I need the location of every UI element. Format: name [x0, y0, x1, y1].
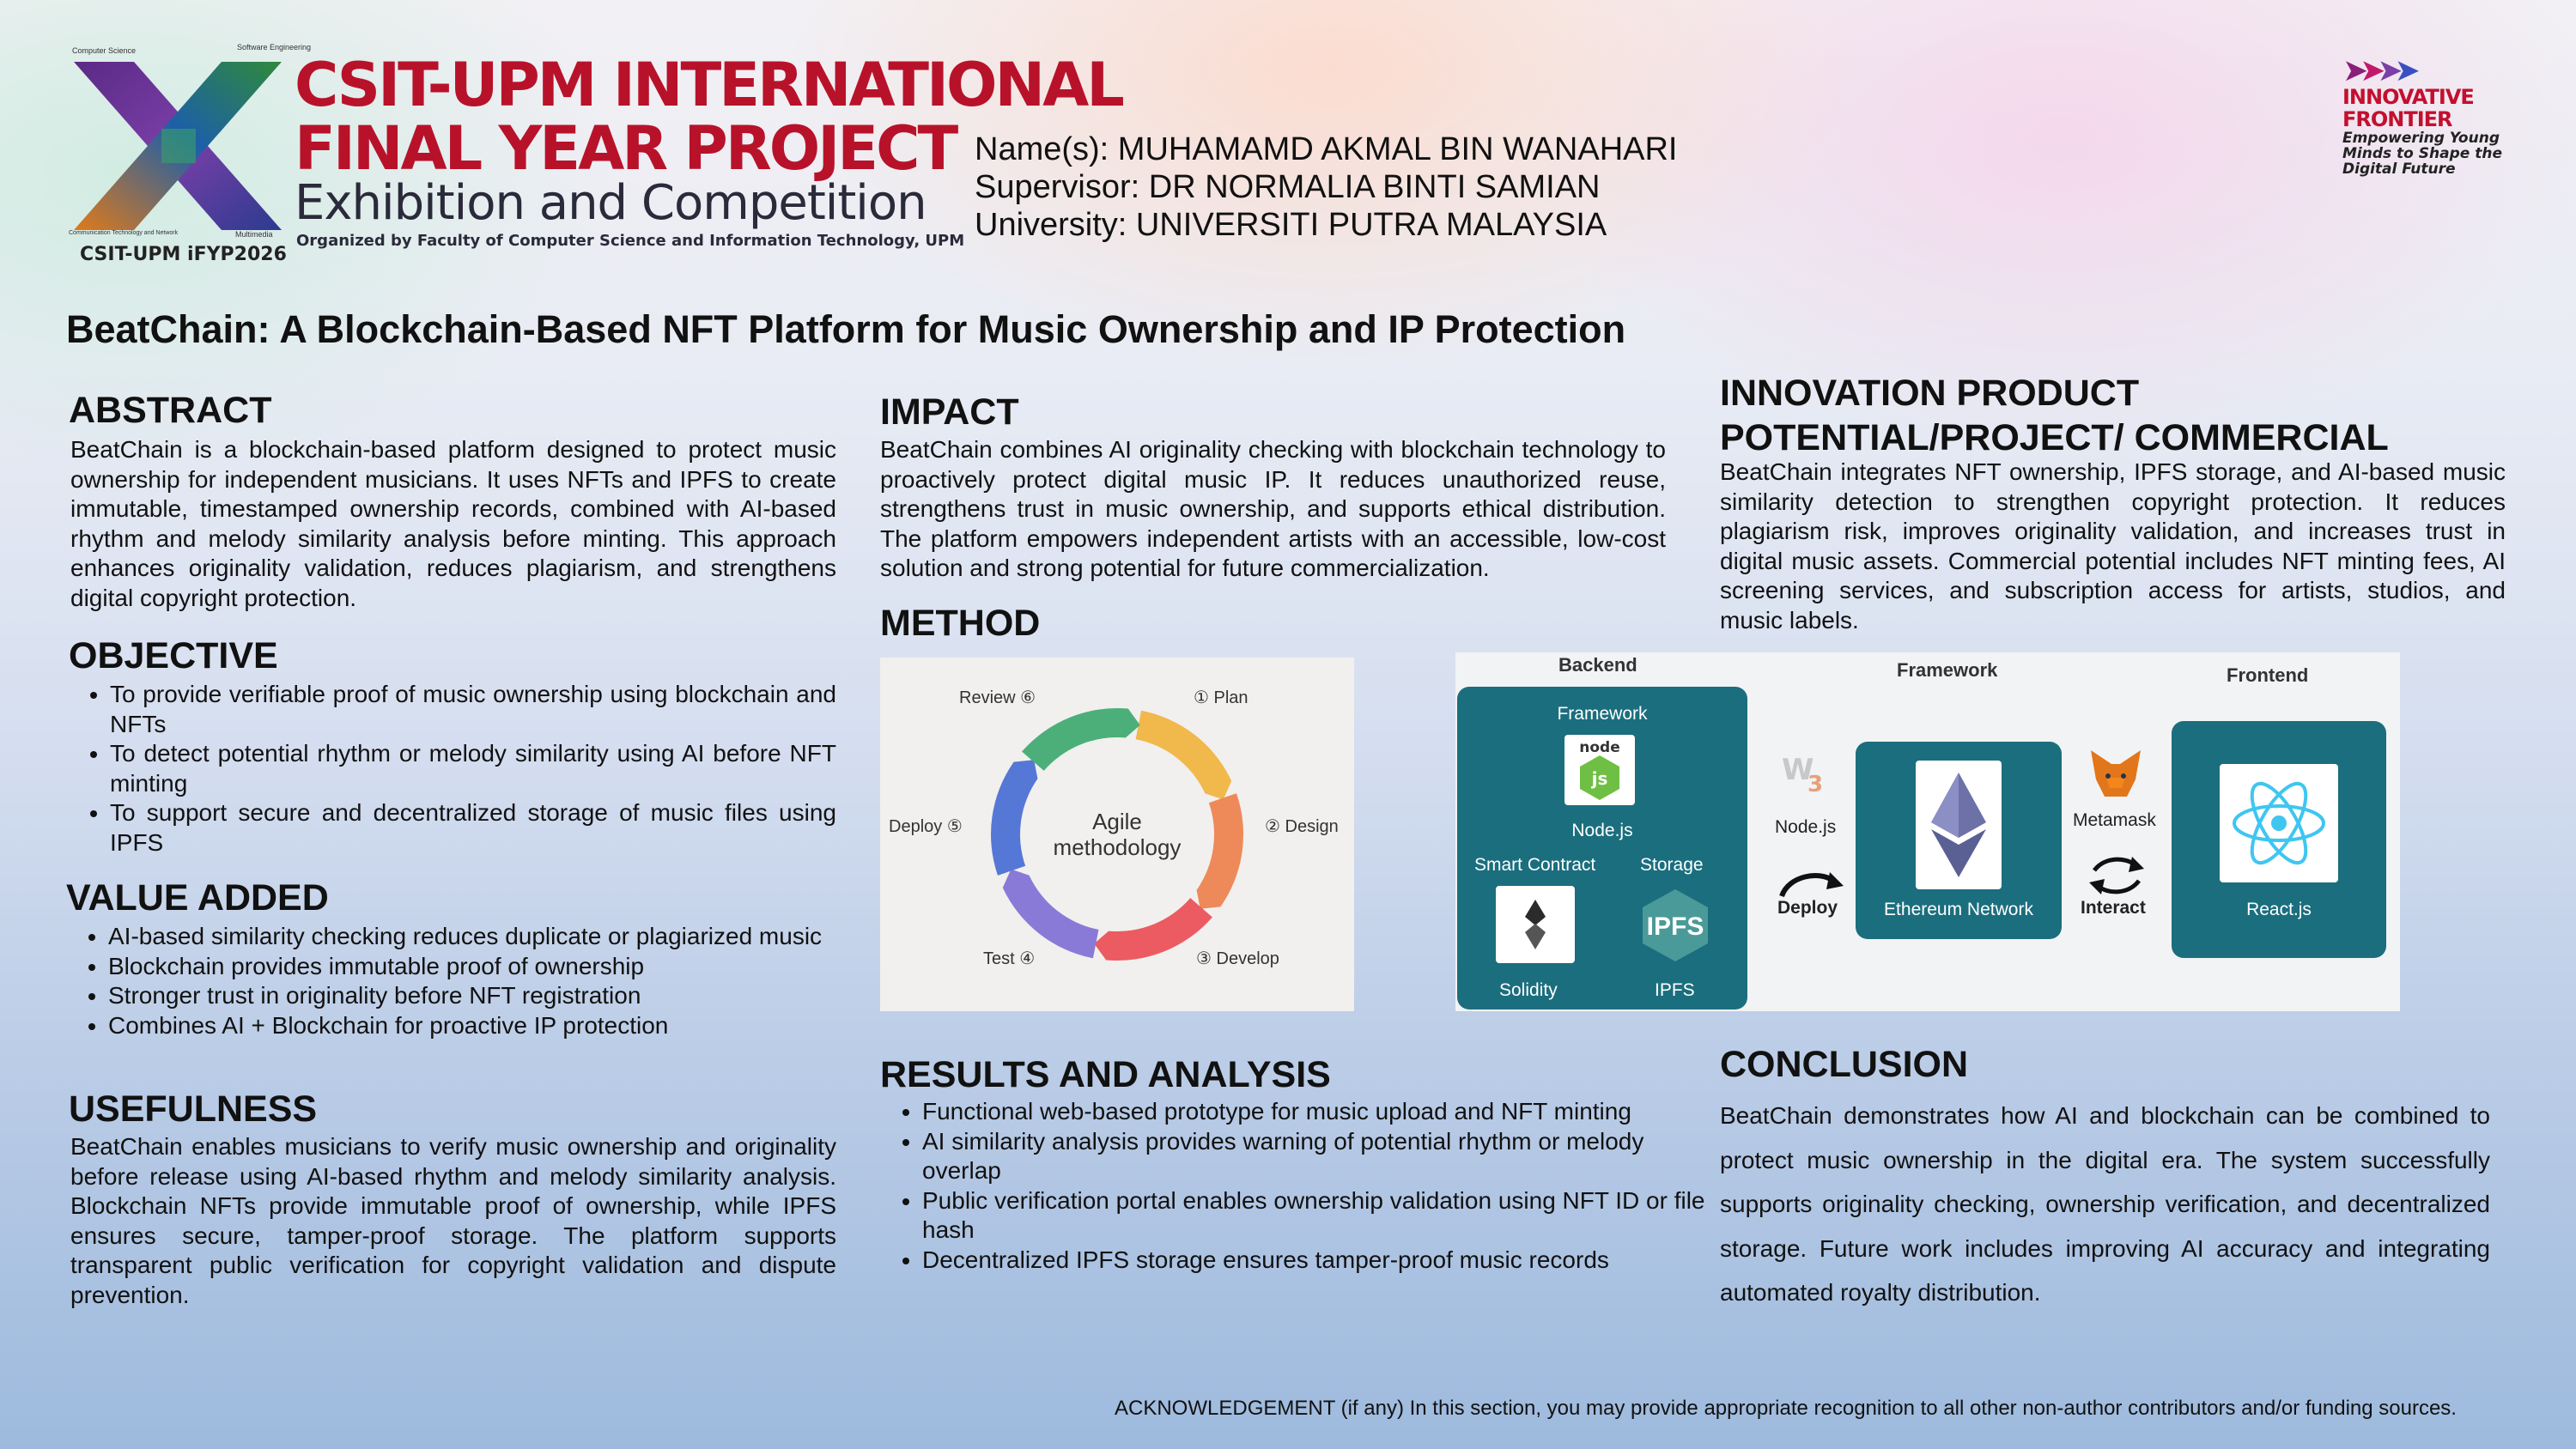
- middle-nodejs-label: Node.js: [1775, 817, 1837, 837]
- agile-step-design: ② Design: [1265, 817, 1339, 836]
- list-item: • Decentralized IPFS storage ensures tamper-proof music records: [922, 1246, 1712, 1276]
- value-added-list: [67, 922, 835, 1040]
- results-list: [881, 1097, 1712, 1275]
- ethereum-label: Ethereum Network: [1884, 900, 2033, 919]
- acknowledgement: ACKNOWLEDGEMENT (if any) In this section, you may provide appropriate recognition to all other non-author contributors and/or funding sources.: [1115, 1397, 2457, 1420]
- interact-label: Interact: [2081, 898, 2146, 918]
- agile-step-test: Test ④: [983, 949, 1036, 968]
- objective-heading: OBJECTIVE: [69, 635, 278, 676]
- ethereum-logo-icon: [1916, 761, 2002, 889]
- agile-step-label: Deploy: [889, 817, 943, 836]
- agile-step-label: Plan: [1213, 688, 1249, 707]
- deploy-arrow-icon: [1777, 867, 1845, 901]
- event-logo-title-line1: CSIT-UPM INTERNATIONAL: [295, 50, 1122, 120]
- metamask-label: Metamask: [2073, 810, 2156, 830]
- innovative-frontier-logo: [2342, 52, 2549, 178]
- agile-step-deploy: Deploy ⑤: [889, 817, 963, 836]
- event-logo-title-line2: FINAL YEAR PROJECT: [295, 113, 957, 184]
- svg-text:node: node: [1579, 739, 1620, 756]
- storage-label: Storage: [1640, 855, 1704, 875]
- backend-nodejs-label: Node.js: [1571, 821, 1633, 840]
- smart-contract-label: Smart Contract: [1474, 855, 1596, 875]
- innovation-heading: [1720, 371, 2389, 460]
- metamask-logo-icon: [2086, 747, 2146, 802]
- ipfs-logo-icon: [1636, 886, 1715, 963]
- impact-heading: IMPACT: [880, 391, 1019, 433]
- agile-step-review: Review ⑥: [959, 688, 1036, 707]
- logo-x-label: Multimedia: [235, 230, 273, 239]
- system-architecture-diagram: [1455, 652, 2400, 1011]
- agile-arc-plan: [1136, 711, 1232, 800]
- deploy-label: Deploy: [1777, 898, 1838, 918]
- innovation-heading-line2: POTENTIAL/PROJECT/ COMMERCIAL: [1720, 417, 2389, 458]
- list-item: • AI-based similarity checking reduces duplicate or plagiarized music: [108, 922, 835, 952]
- solidity-label: Solidity: [1499, 980, 1558, 1000]
- innovative-line2: FRONTIER: [2342, 107, 2452, 131]
- backend-box: [1457, 687, 1747, 1009]
- list-item: • Combines AI + Blockchain for proactive IP protection: [108, 1011, 835, 1041]
- agile-step-label: Design: [1285, 817, 1339, 836]
- poster-title: BeatChain: A Blockchain-Based NFT Platform for Music Ownership and IP Protection: [66, 307, 1626, 351]
- nodejs-logo-icon: [1564, 735, 1635, 805]
- abstract-heading: ABSTRACT: [69, 390, 272, 431]
- innovative-tagline: Digital Future: [2342, 161, 2456, 178]
- agile-center-line1: Agile: [1092, 809, 1142, 834]
- usefulness-text: BeatChain enables musicians to verify music ownership and originality before release using AI-based rhythm and melody similarity analysis. Blockchain NFTs provide immutable proof of ownership, while IPFS ensures secure, tamper-proof storage. The platform supports transparent public verification for copyright validation and dispute prevention.: [70, 1133, 836, 1308]
- innovative-tagline: Minds to Shape the: [2342, 145, 2502, 162]
- logo-x-label: Communication Technology and Network: [69, 230, 179, 236]
- results-heading: RESULTS AND ANALYSIS: [880, 1054, 1331, 1095]
- innovation-heading-line1: INNOVATION PRODUCT: [1720, 373, 2140, 414]
- event-logo-x: [67, 43, 312, 249]
- agile-methodology-diagram: [880, 658, 1354, 1011]
- list-item: • To provide verifiable proof of music ownership using blockchain and NFTs: [110, 680, 836, 739]
- list-item: • To detect potential rhythm or melody similarity using AI before NFT minting: [110, 739, 836, 798]
- event-organizer: Organized by Faculty of Computer Science and Information Technology, UPM: [296, 232, 965, 250]
- agile-arc-design: [1197, 793, 1243, 909]
- list-item: • Public verification portal enables ownership validation using NFT ID or file hash: [922, 1186, 1712, 1246]
- backend-heading: Backend: [1558, 654, 1637, 676]
- logo-x-label: Software Engineering: [237, 43, 312, 52]
- list-item: • To support secure and decentralized storage of music files using IPFS: [110, 798, 836, 858]
- svg-text:3: 3: [1807, 772, 1824, 797]
- agile-step-label: Review: [959, 688, 1016, 707]
- list-item: • Blockchain provides immutable proof of ownership: [108, 952, 835, 982]
- agile-arc-deploy: [991, 760, 1037, 876]
- conclusion-heading: CONCLUSION: [1720, 1044, 1969, 1085]
- author-info: [975, 130, 1677, 244]
- supervisor: Supervisor: DR NORMALIA BINTI SAMIAN: [975, 169, 1601, 205]
- agile-step-label: Test: [983, 949, 1015, 968]
- ipfs-label: IPFS: [1655, 980, 1695, 1000]
- usefulness-heading: USEFULNESS: [69, 1088, 318, 1130]
- web3-logo-icon: [1775, 742, 1837, 803]
- svg-text:W: W: [1782, 753, 1814, 787]
- backend-framework-label: Framework: [1557, 704, 1648, 724]
- agile-arc-review: [1022, 708, 1140, 771]
- event-logo-subtitle: Exhibition and Competition: [295, 175, 927, 231]
- solidity-logo-icon: [1496, 886, 1575, 963]
- agile-center-line2: methodology: [1053, 834, 1182, 860]
- innovation-text: BeatChain integrates NFT ownership, IPFS storage, and AI-based music similarity detection to strengthen copyright protection. It reduces plagiarism risk, improves originality validation, and increases trust in digital music assets. Commercial potential includes NFT minting fees, AI screening services, and subscription access for artists, studios, and music labels.: [1720, 458, 2506, 634]
- agile-step-plan: ① Plan: [1194, 688, 1249, 707]
- logo-x-label: Computer Science: [72, 46, 137, 55]
- list-item: • AI similarity analysis provides warning of potential rhythm or melody overlap: [922, 1127, 1712, 1186]
- innovative-tagline: Empowering Young: [2342, 130, 2500, 147]
- agile-arc-test: [1003, 869, 1099, 958]
- chevron-arrows-icon: ➤➤➤➤: [2342, 52, 2412, 88]
- interact-arrows-icon: [2087, 852, 2146, 900]
- agile-step-develop: ③ Develop: [1196, 949, 1279, 968]
- impact-text: BeatChain combines AI originality checking with blockchain technology to proactively protect digital music IP. It reduces unauthorized reuse, strengthens trust in music ownership, and supports ethical distribution. The platform empowers independent artists with an accessible, low-cost solution and strong potential for future commercialization.: [880, 436, 1666, 582]
- list-item: • Functional web-based prototype for music upload and NFT minting: [922, 1097, 1712, 1127]
- agile-step-label: Develop: [1216, 949, 1279, 968]
- react-label: React.js: [2246, 900, 2312, 919]
- event-badge: CSIT-UPM iFYP2026: [80, 244, 287, 265]
- ethereum-box: [1856, 742, 2062, 939]
- svg-text:js: js: [1591, 768, 1608, 789]
- svg-text:IPFS: IPFS: [1646, 912, 1704, 941]
- react-logo-icon: [2220, 764, 2338, 882]
- list-item: • Stronger trust in originality before NFT registration: [108, 981, 835, 1011]
- author-names: Name(s): MUHAMAMD AKMAL BIN WANAHARI: [975, 131, 1678, 167]
- value-added-heading: VALUE ADDED: [66, 877, 329, 919]
- objective-list: [69, 680, 836, 858]
- frontend-box: [2172, 721, 2386, 958]
- agile-arc-develop: [1094, 898, 1212, 961]
- abstract-text: BeatChain is a blockchain-based platform designed to protect music ownership for independent musicians. It uses NFTs and IPFS to create immutable, timestamped ownership records, combined with AI-based rhythm and melody similarity analysis before minting. This approach enhances originality validation, reduces plagiarism, and strengthens digital copyright protection.: [70, 436, 836, 611]
- university: University: UNIVERSITI PUTRA MALAYSIA: [975, 207, 1607, 243]
- innovative-line1: INNOVATIVE: [2342, 85, 2474, 109]
- frontend-heading: Frontend: [2227, 664, 2309, 686]
- framework-heading: Framework: [1897, 659, 1998, 681]
- conclusion-text: BeatChain demonstrates how AI and blockchain can be combined to protect music ownership in the digital era. The system successfully supports originality checking, ownership verification, and decentralized storage. Future work includes improving AI accuracy and integrating automated royalty distribution.: [1720, 1102, 2490, 1306]
- method-heading: METHOD: [880, 603, 1041, 644]
